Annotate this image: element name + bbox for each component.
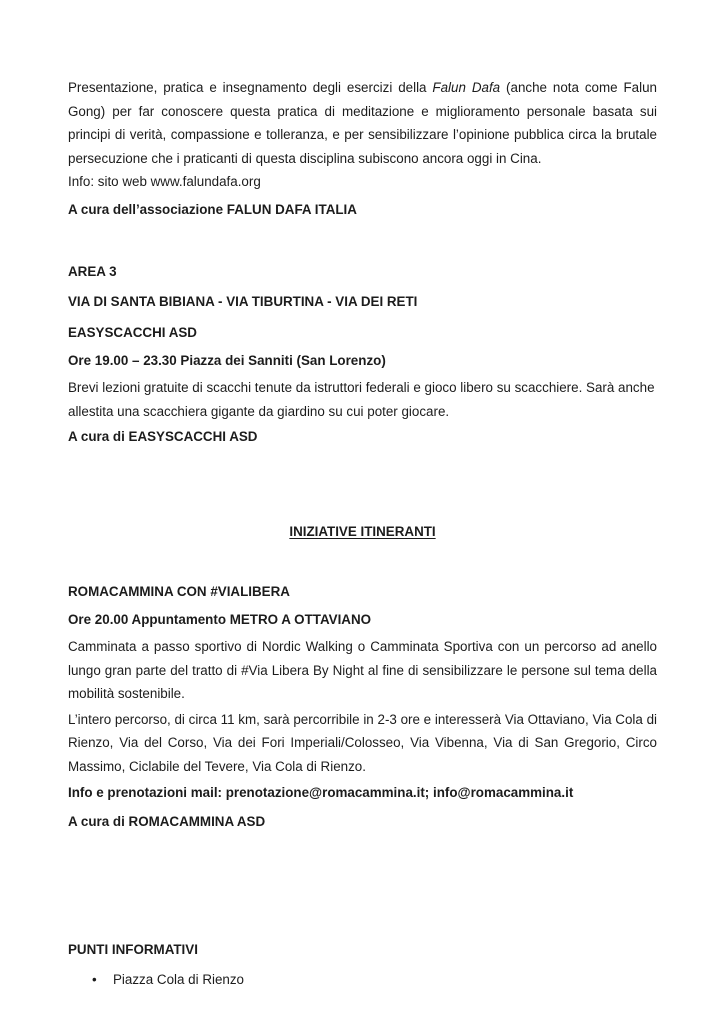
intro-text-post: (anche nota come Falun Gong) per far conoscere questa pratica di meditazione e miglioramento personale basata sui principi di verità, compassione e tolleranza, e per sensibilizzare l’opinione pubblica circa la brutale persecuzione che i praticanti di questa disciplina subiscono ancora oggi in Cina. <box>68 80 657 166</box>
intro-text-pre: Presentazione, pratica e insegnamento degli esercizi della <box>68 80 433 95</box>
area3-heading: AREA 3 <box>68 264 117 279</box>
romacammina-description-2: L’intero percorso, di circa 11 km, sarà percorribile in 2-3 ore e interesserà Via Ottaviano, Via Cola di Rienzo, Via del Corso, Via dei Fori Imperiali/Colosseo, Via Vibenna, Via di San Gregorio, Circo Massimo, Ciclabile del Tevere, Via Cola di Rienzo. <box>68 711 657 774</box>
romacammina-event-heading: ROMACAMMINA CON #VIALIBERA <box>68 584 290 599</box>
curator-line-falun-dafa: A cura dell’associazione FALUN DAFA ITALIA <box>68 201 357 217</box>
romacammina-booking-line: Info e prenotazioni mail: prenotazione@romacammina.it; info@romacammina.it <box>68 785 574 800</box>
bullet-dot-icon: • <box>92 971 97 987</box>
area3-streets-heading: VIA DI SANTA BIBIANA - VIA TIBURTINA - VIA DEI RETI <box>68 293 418 309</box>
intro-paragraph <box>68 76 657 170</box>
romacammina-curator-line: A cura di ROMACAMMINA ASD <box>68 813 266 829</box>
info-website-line: Info: sito web www.falundafa.org <box>68 174 261 189</box>
easyscacchi-org-heading: EASYSCACCHI ASD <box>68 325 197 340</box>
romacammina-schedule-line: Ore 20.00 Appuntamento METRO A OTTAVIANO <box>68 611 372 627</box>
itinerant-section-heading: INIZIATIVE ITINERANTI <box>289 523 436 539</box>
romacammina-description-1: Camminata a passo sportivo di Nordic Walking o Camminata Sportiva con un percorso ad anello lungo gran parte del tratto di #Via Libera By Night al fine di sensibilizzare le persone sul tema della mobilità sostenibile. <box>68 639 657 701</box>
easyscacchi-description: Brevi lezioni gratuite di scacchi tenute da istruttori federali e gioco libero su scacchiere. Sarà anche allestita una scacchiera gigante da giardino su cui poter giocare. <box>68 380 655 419</box>
info-points-heading: PUNTI INFORMATIVI <box>68 942 198 957</box>
easyscacchi-curator-line: A cura di EASYSCACCHI ASD <box>68 429 258 444</box>
list-item-label: Piazza Cola di Rienzo <box>113 971 244 987</box>
easyscacchi-schedule-line: Ore 19.00 – 23.30 Piazza dei Sanniti (San Lorenzo) <box>68 352 386 368</box>
intro-text-italic-falun-dafa: Falun Dafa <box>432 80 501 95</box>
list-item <box>92 968 657 992</box>
